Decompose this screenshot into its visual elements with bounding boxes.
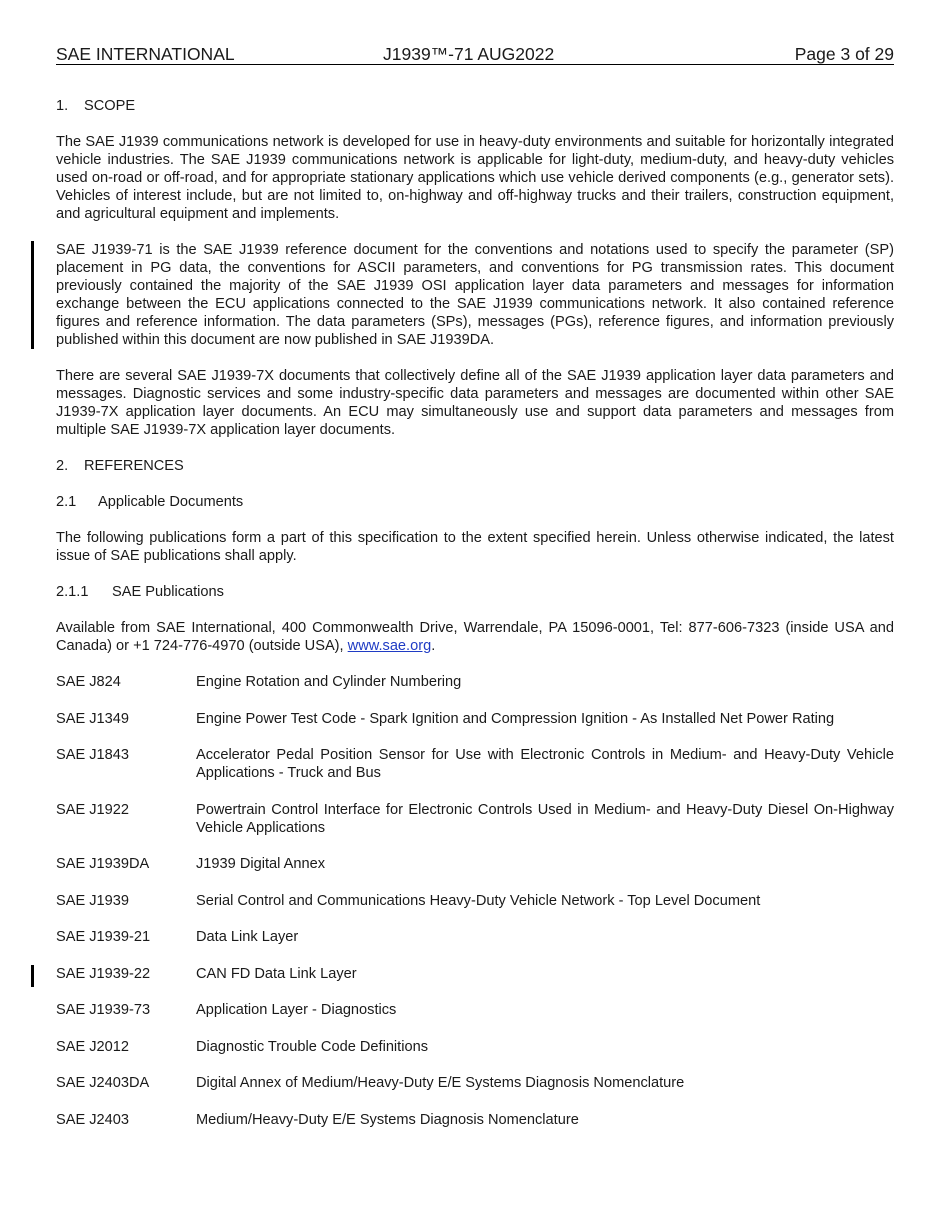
availability-text: Available from SAE International, 400 Commonwealth Drive, Warrendale, PA 15096-0001, Tel: 877-606-7323 (inside USA and Canada) or +1 724-776-4970 (outside USA),: [56, 620, 894, 654]
reference-code: SAE J1843: [56, 747, 130, 763]
section-number: 2.1.1: [56, 584, 89, 600]
reference-list: [56, 673, 894, 1129]
reference-title: Serial Control and Communications Heavy-Duty Vehicle Network - Top Level Document: [196, 892, 761, 909]
reference-code: SAE J2403DA: [56, 1075, 150, 1091]
reference-item: [56, 710, 894, 728]
page-number: Page 3 of 29: [794, 44, 894, 64]
reference-item: [56, 892, 894, 910]
section-heading-scope: [56, 97, 894, 115]
reference-code: SAE J1922: [56, 801, 130, 818]
reference-item: [56, 673, 894, 691]
changed-block: [56, 241, 894, 349]
reference-item: [56, 801, 894, 837]
reference-code: SAE J1939-22: [56, 965, 151, 982]
scope-paragraph: There are several SAE J1939-7X documents that collectively define all of the SAE J1939 application layer data parameters and messages. Diagnostic services and some industry-specific data parameters and messages are documented within other SAE J1939-7X application layer documents. An ECU may simultaneously use and support data parameters and messages from multiple SAE J1939-7X application layer documents.: [56, 368, 894, 438]
availability-paragraph: [56, 619, 894, 655]
section-number: 1.: [56, 98, 69, 114]
change-bar: [31, 241, 34, 349]
reference-item: [56, 1074, 894, 1092]
document-id: J1939™-71 AUG2022: [383, 44, 555, 64]
page-header: [56, 44, 894, 65]
section-title: Applicable Documents: [98, 494, 244, 510]
applicable-paragraph: The following publications form a part of this specification to the extent specified herein. Unless otherwise indicated, the latest issue of SAE publications shall apply.: [56, 530, 894, 564]
reference-code: SAE J1349: [56, 710, 130, 727]
reference-item: [56, 855, 894, 873]
section-heading-sae-publications: [56, 583, 894, 601]
reference-title: Engine Rotation and Cylinder Numbering: [196, 674, 462, 690]
reference-item: [56, 1038, 894, 1056]
reference-code: SAE J1939: [56, 892, 130, 909]
scope-paragraph: The SAE J1939 communications network is developed for use in heavy-duty environments and suitable for horizontally integrated vehicle industries. The SAE J1939 communications network is applicable for light-duty, medium-duty, and heavy-duty vehicles used on-road or off-road, and for appropriate stationary applications which use vehicle derived components (e.g., generator sets). Vehicles of interest include, but are not limited to, on-highway and off-highway trucks and their trailers, construction equipment, and agricultural equipment and implements.: [56, 134, 894, 222]
reference-code: SAE J1939-21: [56, 929, 151, 945]
reference-code: SAE J1939DA: [56, 856, 150, 872]
availability-end: .: [431, 638, 436, 654]
reference-title: Application Layer - Diagnostics: [196, 1002, 397, 1018]
reference-title: CAN FD Data Link Layer: [196, 965, 357, 982]
section-title: REFERENCES: [84, 458, 184, 474]
section-heading-applicable-documents: [56, 493, 894, 511]
reference-item: [56, 746, 894, 782]
section-title: SAE Publications: [112, 584, 224, 600]
reference-title: Digital Annex of Medium/Heavy-Duty E/E Systems Diagnosis Nomenclature: [196, 1075, 685, 1091]
reference-title: Accelerator Pedal Position Sensor for Use with Electronic Controls in Medium- and Heavy-Duty Vehicle Applications - Truck and Bus: [196, 747, 894, 781]
reference-title: Data Link Layer: [196, 929, 299, 945]
reference-title: J1939 Digital Annex: [196, 856, 325, 872]
reference-item-changed: [56, 965, 894, 983]
section-title: SCOPE: [84, 98, 136, 114]
publisher-name: SAE INTERNATIONAL: [56, 44, 235, 64]
reference-title: Engine Power Test Code - Spark Ignition and Compression Ignition - As Installed Net Power Rating: [196, 710, 835, 727]
section-number: 2.: [56, 458, 69, 474]
reference-item: [56, 1001, 894, 1019]
section-heading-references: [56, 457, 894, 475]
reference-code: SAE J1939-73: [56, 1002, 151, 1018]
document-body: [56, 97, 894, 1147]
scope-paragraph: SAE J1939-71 is the SAE J1939 reference document for the conventions and notations used to specify the parameter (SP) placement in PG data, the conventions for ASCII parameters, and conventions for PG transmission rates. This document previously contained the majority of the SAE J1939 OSI application layer data parameters and messages for information exchange between the ECU applications connected to the SAE J1939 communications network. It also contained reference figures and reference information. The data parameters (SPs), messages (PGs), reference figures, and information previously published within this document are now published in SAE J1939DA.: [56, 242, 894, 348]
reference-title: Medium/Heavy-Duty E/E Systems Diagnosis Nomenclature: [196, 1111, 579, 1128]
reference-title: Diagnostic Trouble Code Definitions: [196, 1038, 429, 1055]
reference-code: SAE J2403: [56, 1111, 130, 1128]
reference-item: [56, 928, 894, 946]
change-bar: [31, 965, 34, 987]
reference-title: Powertrain Control Interface for Electronic Controls Used in Medium- and Heavy-Duty Diesel On-Highway Vehicle Applications: [196, 801, 894, 836]
sae-website-link[interactable]: www.sae.org: [347, 638, 432, 654]
reference-code: SAE J824: [56, 674, 121, 690]
section-number: 2.1: [56, 494, 77, 510]
reference-code: SAE J2012: [56, 1038, 130, 1055]
reference-item: [56, 1111, 894, 1129]
